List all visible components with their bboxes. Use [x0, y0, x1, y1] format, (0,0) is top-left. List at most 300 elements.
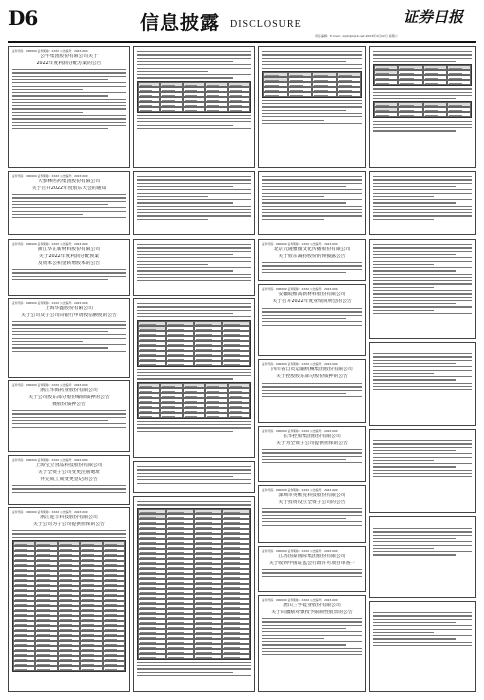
text-line [373, 622, 456, 623]
notice-code: 证券代码：000000 证券简称：XXXX 公告编号：2023-000 [12, 301, 88, 305]
notice-block [258, 46, 366, 168]
text-line [137, 209, 251, 210]
notice-body [373, 528, 472, 555]
notice-block [133, 496, 255, 692]
text-line [373, 538, 456, 539]
text-line [262, 186, 346, 187]
text-line [137, 369, 251, 370]
text-line [262, 202, 346, 203]
table-cell [447, 112, 471, 117]
text-line [262, 648, 362, 649]
text-line [373, 189, 472, 190]
text-line [137, 244, 251, 245]
table-cell [337, 92, 362, 97]
text-line [12, 423, 126, 424]
table-cell [228, 107, 250, 112]
text-line [373, 373, 434, 374]
text-line [262, 654, 362, 655]
text-line [262, 308, 362, 309]
notice-code: 证券代码：000000 证券简称：XXXX 公告编号：2023-000 [262, 598, 338, 602]
text-line [373, 535, 472, 536]
notice-body [373, 121, 472, 132]
text-line [137, 479, 251, 480]
notice-body [373, 176, 472, 220]
notice-block [133, 461, 255, 493]
notice-body [262, 383, 362, 397]
text-line [137, 378, 233, 379]
text-line [262, 396, 362, 397]
text-line [137, 668, 251, 669]
text-line [12, 324, 126, 325]
table-cell [222, 361, 250, 366]
table-cell [138, 413, 160, 418]
text-line [137, 303, 251, 304]
text-line [262, 272, 346, 273]
text-line [137, 64, 251, 65]
notice-title: 安徽皖维高新材料股份有限公司 [278, 292, 346, 297]
text-line [373, 51, 472, 52]
text-line [137, 251, 251, 252]
text-line [137, 196, 208, 197]
text-line [12, 204, 108, 205]
text-line [262, 113, 362, 114]
text-line [373, 215, 472, 216]
table-cell [194, 654, 222, 659]
text-line [373, 363, 456, 364]
text-line [12, 207, 126, 208]
text-line [137, 54, 251, 55]
notice-body [262, 449, 362, 463]
notice-title: 四川省自贡运输机械集团股份有限公司 [271, 367, 353, 372]
table-cell [166, 361, 194, 366]
notice-code: 证券代码：000000 证券简称：XXXX 公告编号：2023-000 [12, 383, 88, 387]
section-title-en: DISCLOSURE [230, 19, 302, 30]
text-line [262, 318, 346, 319]
text-line [373, 635, 472, 636]
text-line [373, 199, 472, 200]
text-line [12, 105, 126, 106]
notice-title: 大参林医药集团股份有限公司 [37, 179, 101, 184]
notice-title: 关于召开2022年度业绩说明会的公告 [272, 299, 352, 304]
notice-body [373, 88, 472, 99]
table-cell [138, 361, 166, 366]
text-line [137, 504, 251, 505]
notice-title: 关于为全资子公司提供担保的公告 [276, 441, 348, 446]
masthead-meta: 责任编辑：E-mail：zqrb@zqrb.net 2023年4月22日 星期六 [315, 34, 398, 38]
text-line [262, 100, 362, 101]
text-line [137, 115, 251, 116]
table-cell [374, 112, 398, 117]
notice-block [8, 455, 130, 505]
text-line [137, 219, 208, 220]
text-line [262, 641, 362, 642]
text-line [137, 672, 233, 673]
text-line [373, 277, 472, 278]
newspaper-logo: 证券日报 [403, 8, 464, 26]
text-line [262, 518, 346, 519]
text-line [137, 264, 208, 265]
text-line [262, 193, 362, 194]
text-line [12, 328, 126, 329]
text-line [373, 274, 472, 275]
text-line [373, 261, 472, 262]
text-line [262, 393, 346, 394]
text-line [137, 280, 251, 281]
notice-code: 证券代码：000000 证券简称：XXXX 公告编号：2023-000 [12, 458, 88, 462]
text-line [137, 193, 251, 194]
text-line [137, 375, 251, 376]
notice-body [262, 569, 362, 577]
text-line [373, 376, 472, 377]
notice-title: 关于2022年度利润分配预案 [38, 254, 100, 259]
text-line [262, 569, 362, 570]
table-cell [423, 80, 447, 85]
text-line [262, 269, 362, 270]
text-line [373, 353, 472, 354]
text-line [137, 51, 251, 52]
text-line [262, 103, 362, 104]
notice-body [262, 618, 362, 655]
notice-block [369, 46, 476, 168]
text-line [262, 508, 362, 509]
table-cell [160, 107, 182, 112]
text-line [262, 390, 362, 391]
text-line [373, 212, 472, 213]
text-line [137, 206, 251, 207]
text-line [262, 209, 362, 210]
text-line [12, 115, 126, 116]
text-line [262, 206, 362, 207]
notice-title: 浙江华海药业股份有限公司 [40, 388, 98, 393]
text-line [373, 389, 472, 390]
text-line [137, 483, 251, 484]
table-cell [160, 413, 182, 418]
text-line [373, 267, 472, 268]
text-line [262, 459, 346, 460]
text-line [262, 212, 362, 213]
text-line [262, 68, 362, 69]
text-line [373, 366, 472, 367]
text-line [137, 427, 251, 428]
table-cell [35, 666, 57, 671]
text-line [137, 306, 251, 307]
data-table [137, 508, 251, 660]
text-line [373, 98, 456, 99]
text-line [262, 64, 362, 65]
text-line [12, 488, 126, 489]
text-line [373, 551, 472, 552]
notice-block [369, 601, 476, 692]
notice-block [258, 239, 366, 281]
text-line [262, 58, 362, 59]
text-line [262, 265, 362, 266]
text-line [373, 383, 472, 384]
text-line [373, 531, 472, 532]
text-line [12, 92, 126, 93]
text-line [373, 466, 456, 467]
notice-block [133, 298, 255, 458]
text-line [137, 118, 251, 119]
text-line [373, 61, 456, 62]
table-cell [222, 654, 250, 659]
text-line [12, 194, 126, 195]
text-line [12, 82, 126, 83]
table-cell [166, 654, 194, 659]
notice-block [369, 239, 476, 339]
notice-block [133, 46, 255, 168]
notice-body [373, 51, 472, 62]
data-table [137, 320, 251, 367]
text-line [137, 665, 251, 666]
text-line [262, 638, 324, 639]
text-line [262, 625, 362, 626]
text-line [12, 201, 126, 202]
table-cell [447, 80, 471, 85]
notice-title: 关于向激励对象授予限制性股票的公告 [271, 610, 353, 615]
text-line [137, 257, 251, 258]
text-line [12, 331, 108, 332]
notice-title: 关于收到中国证监会行政许可项目审查一 [268, 561, 356, 566]
notice-code: 证券代码：000000 证券简称：XXXX 公告编号：2023-000 [12, 49, 88, 53]
text-line [137, 274, 251, 275]
text-line [137, 183, 251, 184]
text-line [137, 121, 251, 122]
table-cell [80, 666, 102, 671]
table-cell [398, 112, 422, 117]
text-line [12, 537, 126, 538]
text-line [137, 179, 251, 180]
text-line [137, 431, 233, 432]
notice-title: 关于全资子公司变更注册地址 [37, 470, 101, 475]
notice-code: 证券代码：000000 证券简称：XXXX 公告编号：2023-000 [262, 488, 338, 492]
notice-block [133, 239, 255, 296]
masthead [0, 0, 484, 44]
text-line [373, 470, 472, 471]
text-line [262, 196, 324, 197]
table-cell [263, 92, 288, 97]
notice-block [8, 380, 130, 452]
text-line [262, 449, 362, 450]
text-line [373, 303, 456, 304]
text-line [262, 325, 362, 326]
notice-block [8, 239, 130, 296]
page-number: D6 [8, 6, 38, 30]
text-line [373, 254, 456, 255]
table-cell [205, 107, 227, 112]
text-line [262, 521, 362, 522]
text-line [373, 619, 472, 620]
notice-code: 证券代码：000000 证券简称：XXXX 公告编号：2023-000 [262, 362, 338, 366]
text-line [262, 199, 362, 200]
text-line [262, 219, 324, 220]
text-line [12, 217, 126, 218]
notice-block [8, 171, 130, 235]
text-line [12, 79, 108, 80]
notice-title: 浙江迎丰科技股份有限公司 [40, 515, 98, 520]
text-line [373, 92, 472, 93]
text-line [137, 277, 251, 278]
notice-code [373, 519, 472, 523]
text-line [373, 463, 472, 464]
table-cell [194, 361, 222, 366]
text-line [12, 89, 83, 90]
notice-block [258, 284, 366, 356]
text-line [12, 118, 126, 119]
notice-title: 关于召开2022年度股东大会的通知 [31, 186, 107, 191]
notice-code: 证券代码：000000 证券简称：XXXX 公告编号：2023-000 [262, 242, 338, 246]
notice-body [137, 421, 251, 432]
notice-block [258, 546, 366, 592]
notice-title: 长华控股集团股份有限公司 [283, 434, 341, 439]
text-line [262, 311, 362, 312]
text-line [373, 95, 472, 96]
text-line [373, 645, 472, 646]
notice-title: 关于公司股东部分股份解除质押的公告 [28, 395, 110, 400]
text-line [373, 447, 472, 448]
notice-body [373, 440, 472, 477]
table-cell [288, 92, 313, 97]
notice-body [137, 244, 251, 281]
text-line [373, 264, 434, 265]
notice-body [137, 662, 251, 676]
text-line [373, 130, 456, 131]
notice-title: 2022年度利润分配方案的公告 [36, 61, 102, 66]
notice-code [373, 432, 472, 436]
text-line [12, 279, 108, 280]
text-line [373, 310, 434, 311]
text-line [12, 530, 126, 531]
text-line [12, 351, 126, 352]
notice-block [8, 507, 130, 692]
text-line [12, 321, 126, 322]
notice-body [12, 194, 126, 218]
notice-block [369, 429, 476, 513]
text-line [12, 338, 126, 339]
text-line [12, 533, 126, 534]
text-line [262, 511, 362, 512]
notice-body [262, 262, 362, 273]
text-line [12, 485, 126, 486]
text-line [12, 102, 126, 103]
text-line [262, 635, 362, 636]
text-line [12, 69, 126, 70]
text-line [262, 51, 362, 52]
text-line [262, 54, 362, 55]
text-line [137, 473, 251, 474]
text-line [373, 290, 472, 291]
text-line [12, 95, 108, 96]
notice-body [12, 530, 126, 538]
text-line [12, 76, 126, 77]
text-line [137, 74, 251, 75]
notice-title: 并完成工商变更登记的公告 [40, 477, 98, 482]
text-line [373, 183, 472, 184]
notice-block [369, 171, 476, 235]
text-line [137, 466, 251, 467]
text-line [137, 372, 251, 373]
notice-title: 关于公司及子公司向银行申请授信额度的公告 [21, 313, 117, 318]
text-line [137, 68, 251, 69]
text-line [373, 54, 472, 55]
text-line [262, 456, 362, 457]
text-line [12, 334, 126, 335]
text-line [12, 125, 126, 126]
table-cell [228, 413, 250, 418]
text-line [373, 280, 472, 281]
text-line [373, 209, 472, 210]
text-line [373, 196, 434, 197]
text-line [137, 421, 251, 422]
text-line [373, 88, 472, 89]
text-line [262, 628, 346, 629]
notice-body [137, 369, 251, 380]
text-line [137, 310, 251, 311]
notice-title: 唐山三孚硅业股份有限公司 [283, 603, 341, 608]
text-line [373, 360, 472, 361]
notice-title: 北京元隆雅图文化传播股份有限公司 [273, 247, 351, 252]
text-line [12, 112, 83, 113]
table-cell [374, 80, 398, 85]
notice-body [12, 69, 126, 129]
text-line [373, 186, 456, 187]
text-line [137, 424, 251, 425]
text-line [12, 272, 126, 273]
notice-body [262, 176, 362, 220]
data-table [373, 101, 472, 118]
masthead-rule [8, 41, 476, 43]
text-line [373, 541, 472, 542]
table-cell [183, 107, 205, 112]
text-line [262, 515, 362, 516]
text-line [373, 313, 472, 314]
notice-body [262, 51, 362, 69]
text-line [373, 632, 434, 633]
text-line [262, 525, 362, 526]
text-line [262, 215, 362, 216]
text-line [137, 202, 233, 203]
notice-code [373, 345, 472, 349]
text-line [137, 247, 251, 248]
text-line [12, 341, 83, 342]
notice-block [258, 595, 366, 692]
text-line [373, 287, 434, 288]
data-table [137, 382, 251, 419]
text-line [373, 58, 472, 59]
text-line [137, 675, 251, 676]
table-cell [58, 666, 80, 671]
text-line [262, 452, 362, 453]
notice-body [373, 612, 472, 646]
text-line [373, 176, 472, 177]
notice-code: 证券代码：000000 证券简称：XXXX 公告编号：2023-000 [262, 287, 338, 291]
notice-body [373, 244, 472, 314]
notice-code: 证券代码：000000 证券简称：XXXX 公告编号：2023-000 [12, 242, 88, 246]
table-cell [398, 80, 422, 85]
text-line [12, 128, 108, 129]
text-line [137, 313, 233, 314]
text-line [373, 443, 472, 444]
text-line [373, 615, 472, 616]
text-line [373, 625, 472, 626]
notice-body [262, 508, 362, 526]
text-line [373, 629, 472, 630]
notice-title: 公牛集团股份有限公司关于 [40, 54, 98, 59]
notice-body [137, 501, 251, 505]
notice-body [137, 115, 251, 129]
notice-title: 关于控股股东部分股份质押的公告 [276, 374, 348, 379]
text-line [373, 179, 472, 180]
text-line [373, 545, 472, 546]
